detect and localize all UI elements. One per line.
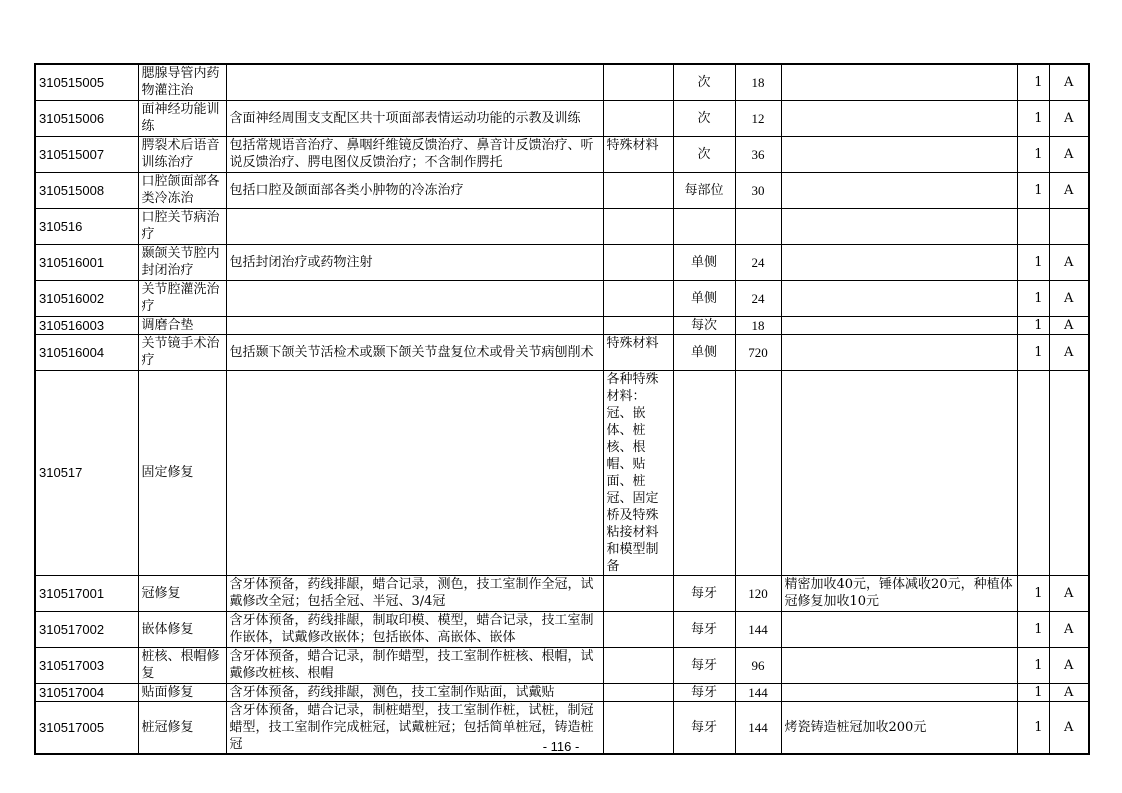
item-content: 含牙体预备，药线排龈，测色，技工室制作贴面，试戴贴 xyxy=(226,683,603,701)
item-category: A xyxy=(1049,683,1089,701)
item-price: 144 xyxy=(735,701,781,754)
item-category: A xyxy=(1049,316,1089,334)
table-row xyxy=(35,316,1089,334)
item-price: 144 xyxy=(735,611,781,647)
item-code: 310515008 xyxy=(35,172,138,208)
item-unit: 次 xyxy=(673,64,735,100)
item-exclusion: 各种特殊材料：冠、嵌体、桩核、根帽、贴面、桩冠、固定桥及特殊粘接材料和模型制备 xyxy=(603,370,673,575)
item-code: 310517005 xyxy=(35,701,138,754)
item-level: 1 xyxy=(1017,611,1049,647)
item-content: 包括常规语音治疗、鼻咽纤维镜反馈治疗、鼻音计反馈治疗、听说反馈治疗、腭电图仪反馈治疗；不含制作腭托 xyxy=(226,136,603,172)
item-exclusion xyxy=(603,64,673,100)
item-code: 310515006 xyxy=(35,100,138,136)
item-note xyxy=(781,208,1017,244)
item-category: A xyxy=(1049,280,1089,316)
item-price: 120 xyxy=(735,575,781,611)
item-exclusion xyxy=(603,280,673,316)
item-name: 桩核、根帽修复 xyxy=(138,647,226,683)
item-level: 1 xyxy=(1017,647,1049,683)
item-exclusion xyxy=(603,647,673,683)
item-category: A xyxy=(1049,575,1089,611)
item-note xyxy=(781,136,1017,172)
item-unit: 单侧 xyxy=(673,244,735,280)
item-unit: 每牙 xyxy=(673,647,735,683)
item-unit: 每牙 xyxy=(673,701,735,754)
item-price xyxy=(735,208,781,244)
item-category: A xyxy=(1049,136,1089,172)
item-exclusion: 特殊材料 xyxy=(603,334,673,370)
table-row xyxy=(35,136,1089,172)
item-price xyxy=(735,370,781,575)
table-row xyxy=(35,575,1089,611)
item-price: 36 xyxy=(735,136,781,172)
fee-schedule-table xyxy=(34,63,1090,755)
item-note xyxy=(781,100,1017,136)
item-category: A xyxy=(1049,611,1089,647)
item-exclusion xyxy=(603,611,673,647)
item-level: 1 xyxy=(1017,683,1049,701)
item-note xyxy=(781,316,1017,334)
item-content xyxy=(226,64,603,100)
item-category: A xyxy=(1049,701,1089,754)
item-exclusion xyxy=(603,208,673,244)
item-name: 调磨合垫 xyxy=(138,316,226,334)
item-unit: 每部位 xyxy=(673,172,735,208)
item-content: 包括封闭治疗或药物注射 xyxy=(226,244,603,280)
item-name: 固定修复 xyxy=(138,370,226,575)
item-code: 310516003 xyxy=(35,316,138,334)
item-name: 关节腔灌洗治疗 xyxy=(138,280,226,316)
item-level: 1 xyxy=(1017,100,1049,136)
item-category: A xyxy=(1049,172,1089,208)
item-content xyxy=(226,280,603,316)
item-category: A xyxy=(1049,64,1089,100)
item-exclusion xyxy=(603,316,673,334)
item-content: 含牙体预备，药线排龈，制取印模、模型，蜡合记录，技工室制作嵌体，试戴修改嵌体；包括嵌体、高嵌体、嵌体 xyxy=(226,611,603,647)
item-exclusion xyxy=(603,172,673,208)
item-price: 30 xyxy=(735,172,781,208)
item-note xyxy=(781,172,1017,208)
item-price: 720 xyxy=(735,334,781,370)
item-level xyxy=(1017,208,1049,244)
item-note xyxy=(781,370,1017,575)
item-code: 310516002 xyxy=(35,280,138,316)
item-name: 冠修复 xyxy=(138,575,226,611)
item-code: 310517004 xyxy=(35,683,138,701)
item-exclusion xyxy=(603,100,673,136)
item-content xyxy=(226,316,603,334)
item-unit: 次 xyxy=(673,100,735,136)
item-name: 贴面修复 xyxy=(138,683,226,701)
item-name: 关节镜手术治疗 xyxy=(138,334,226,370)
item-level: 1 xyxy=(1017,701,1049,754)
item-price: 24 xyxy=(735,280,781,316)
item-category xyxy=(1049,208,1089,244)
item-category: A xyxy=(1049,334,1089,370)
table-row xyxy=(35,370,1089,575)
table-row xyxy=(35,280,1089,316)
table-row xyxy=(35,100,1089,136)
item-name: 桩冠修复 xyxy=(138,701,226,754)
item-unit xyxy=(673,370,735,575)
item-level: 1 xyxy=(1017,316,1049,334)
item-exclusion xyxy=(603,244,673,280)
item-code: 310515007 xyxy=(35,136,138,172)
item-code: 310516 xyxy=(35,208,138,244)
item-category: A xyxy=(1049,100,1089,136)
item-content: 含牙体预备，药线排龈，蜡合记录，测色，技工室制作全冠，试戴修改全冠；包括全冠、半冠、3/4冠 xyxy=(226,575,603,611)
item-code: 310517003 xyxy=(35,647,138,683)
item-price: 12 xyxy=(735,100,781,136)
item-level: 1 xyxy=(1017,334,1049,370)
item-name: 面神经功能训练 xyxy=(138,100,226,136)
item-code: 310517 xyxy=(35,370,138,575)
item-content: 含牙体预备，蜡合记录，制作蜡型，技工室制作桩核、根帽，试戴修改桩核、根帽 xyxy=(226,647,603,683)
item-unit: 单侧 xyxy=(673,280,735,316)
item-content: 含牙体预备，蜡合记录，制桩蜡型，技工室制作桩，试桩，制冠蜡型，技工室制作完成桩冠，试戴桩冠；包括简单桩冠，铸造桩冠 xyxy=(226,701,603,754)
item-exclusion xyxy=(603,683,673,701)
item-code: 310517001 xyxy=(35,575,138,611)
item-unit xyxy=(673,208,735,244)
item-level: 1 xyxy=(1017,575,1049,611)
item-content: 含面神经周围支支配区共十项面部表情运动功能的示教及训练 xyxy=(226,100,603,136)
item-unit: 每次 xyxy=(673,316,735,334)
item-price: 96 xyxy=(735,647,781,683)
item-level xyxy=(1017,370,1049,575)
item-note xyxy=(781,611,1017,647)
table-row xyxy=(35,64,1089,100)
item-name: 口腔颌面部各类冷冻治 xyxy=(138,172,226,208)
table-row xyxy=(35,647,1089,683)
item-category: A xyxy=(1049,647,1089,683)
item-note: 精密加收40元，锤体减收20元，种植体冠修复加收10元 xyxy=(781,575,1017,611)
item-note xyxy=(781,647,1017,683)
table-row xyxy=(35,611,1089,647)
item-unit: 每牙 xyxy=(673,683,735,701)
item-unit: 次 xyxy=(673,136,735,172)
page-number: - 116 - xyxy=(542,739,580,754)
item-note xyxy=(781,244,1017,280)
item-name: 口腔关节病治疗 xyxy=(138,208,226,244)
item-name: 颞颌关节腔内封闭治疗 xyxy=(138,244,226,280)
item-price: 18 xyxy=(735,316,781,334)
item-price: 18 xyxy=(735,64,781,100)
item-name: 嵌体修复 xyxy=(138,611,226,647)
item-level: 1 xyxy=(1017,280,1049,316)
item-unit: 单侧 xyxy=(673,334,735,370)
item-content xyxy=(226,208,603,244)
item-name: 腭裂术后语音训练治疗 xyxy=(138,136,226,172)
item-category: A xyxy=(1049,244,1089,280)
table-row xyxy=(35,208,1089,244)
item-name: 腮腺导管内药物灌注治 xyxy=(138,64,226,100)
item-unit: 每牙 xyxy=(673,611,735,647)
fee-table-body xyxy=(35,64,1089,754)
item-code: 310516001 xyxy=(35,244,138,280)
item-level: 1 xyxy=(1017,172,1049,208)
item-note xyxy=(781,280,1017,316)
item-exclusion xyxy=(603,575,673,611)
item-note xyxy=(781,334,1017,370)
item-level: 1 xyxy=(1017,136,1049,172)
table-row xyxy=(35,172,1089,208)
item-content: 包括口腔及颌面部各类小肿物的冷冻治疗 xyxy=(226,172,603,208)
item-code: 310517002 xyxy=(35,611,138,647)
item-code: 310515005 xyxy=(35,64,138,100)
item-price: 144 xyxy=(735,683,781,701)
item-note: 烤瓷铸造桩冠加收200元 xyxy=(781,701,1017,754)
item-note xyxy=(781,64,1017,100)
item-content: 包括颞下颌关节活检术或颞下颌关节盘复位术或骨关节病刨削术 xyxy=(226,334,603,370)
item-code: 310516004 xyxy=(35,334,138,370)
item-content xyxy=(226,370,603,575)
table-row xyxy=(35,683,1089,701)
item-note xyxy=(781,683,1017,701)
item-level: 1 xyxy=(1017,64,1049,100)
table-row xyxy=(35,334,1089,370)
item-unit: 每牙 xyxy=(673,575,735,611)
item-exclusion: 特殊材料 xyxy=(603,136,673,172)
item-category xyxy=(1049,370,1089,575)
table-row xyxy=(35,244,1089,280)
item-price: 24 xyxy=(735,244,781,280)
item-level: 1 xyxy=(1017,244,1049,280)
